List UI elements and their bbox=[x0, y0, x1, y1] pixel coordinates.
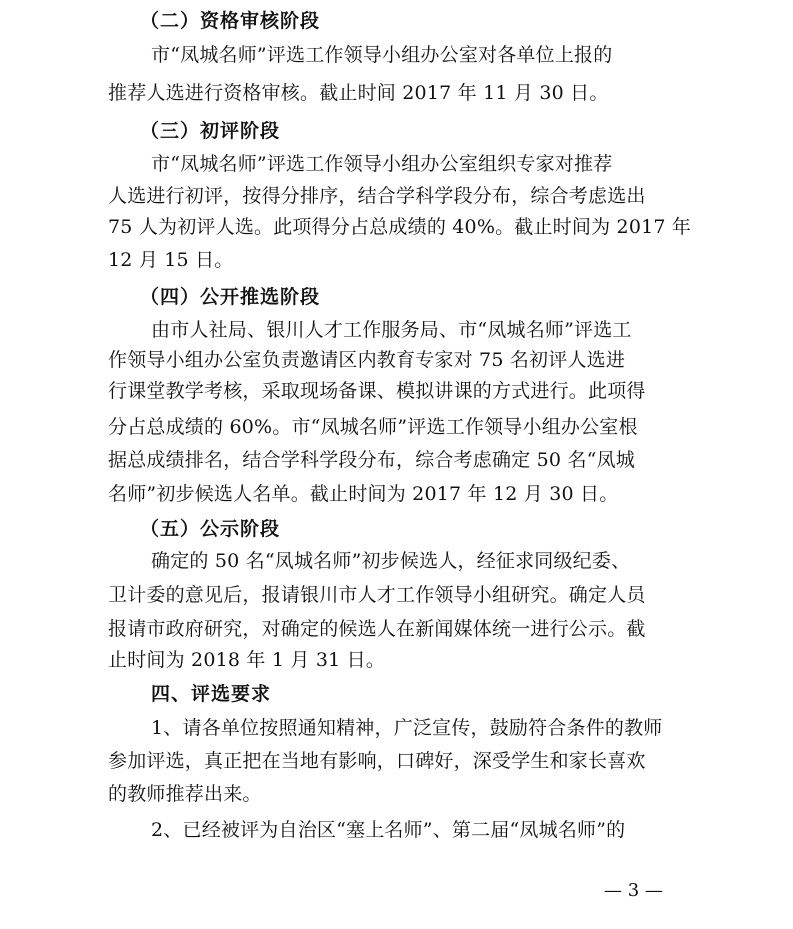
paragraph-line: 名师”初步候选人名单。截止时间为 2017 年 12 月 30 日。 bbox=[108, 483, 619, 505]
paragraph-line: 作领导小组办公室负责邀请区内教育专家对 75 名初评人选进 bbox=[108, 349, 626, 371]
paragraph-line: 止时间为 2018 年 1 月 31 日。 bbox=[108, 649, 386, 671]
paragraph-line: 1、请各单位按照通知精神，广泛宣传，鼓励符合条件的教师 bbox=[151, 717, 663, 739]
paragraph-line: 2、已经被评为自治区“塞上名师”、第二届“凤城名师”的 bbox=[151, 819, 626, 841]
paragraph-line: 的教师推荐出来。 bbox=[108, 783, 262, 805]
paragraph-line: 参加评选，真正把在当地有影响，口碑好，深受学生和家长喜欢 bbox=[108, 750, 646, 772]
paragraph-line: 市“凤城名师”评选工作领导小组办公室对各单位上报的 bbox=[151, 44, 613, 66]
section-heading-public-notice: （五）公示阶段 bbox=[140, 518, 281, 540]
paragraph-line: 报请市政府研究，对确定的候选人在新闻媒体统一进行公示。截 bbox=[108, 618, 646, 640]
section-heading-preliminary-review: （三）初评阶段 bbox=[140, 120, 281, 142]
paragraph-line: 卫计委的意见后，报请银川市人才工作领导小组研究。确定人员 bbox=[108, 584, 646, 606]
paragraph-line: 市“凤城名师”评选工作领导小组办公室组织专家对推荐 bbox=[151, 153, 613, 175]
paragraph-line: 75 人为初评人选。此项得分占总成绩的 40%。截止时间为 2017 年 bbox=[108, 216, 692, 238]
section-heading-requirements: 四、评选要求 bbox=[151, 683, 272, 705]
paragraph-line: 分占总成绩的 60%。市“凤城名师”评选工作领导小组办公室根 bbox=[108, 416, 638, 438]
paragraph-line: 由市人社局、银川人才工作服务局、市“凤城名师”评选工 bbox=[151, 319, 632, 341]
paragraph-line: 人选进行初评，按得分排序，结合学科学段分布，综合考虑选出 bbox=[108, 185, 646, 207]
section-heading-public-selection: （四）公开推选阶段 bbox=[140, 286, 321, 308]
paragraph-line: 行课堂教学考核，采取现场备课、模拟讲课的方式进行。此项得 bbox=[108, 380, 646, 402]
paragraph-line: 12 月 15 日。 bbox=[108, 249, 234, 271]
paragraph-line: 确定的 50 名“凤城名师”初步候选人，经征求同级纪委、 bbox=[151, 550, 631, 572]
paragraph-line: 推荐人选进行资格审核。截止时间 2017 年 11 月 30 日。 bbox=[108, 82, 609, 104]
paragraph-line: 据总成绩排名，结合学科学段分布，综合考虑确定 50 名“凤城 bbox=[108, 449, 635, 471]
section-heading-qualification-review: （二）资格审核阶段 bbox=[140, 10, 321, 32]
page-number: — 3 — bbox=[604, 880, 663, 901]
